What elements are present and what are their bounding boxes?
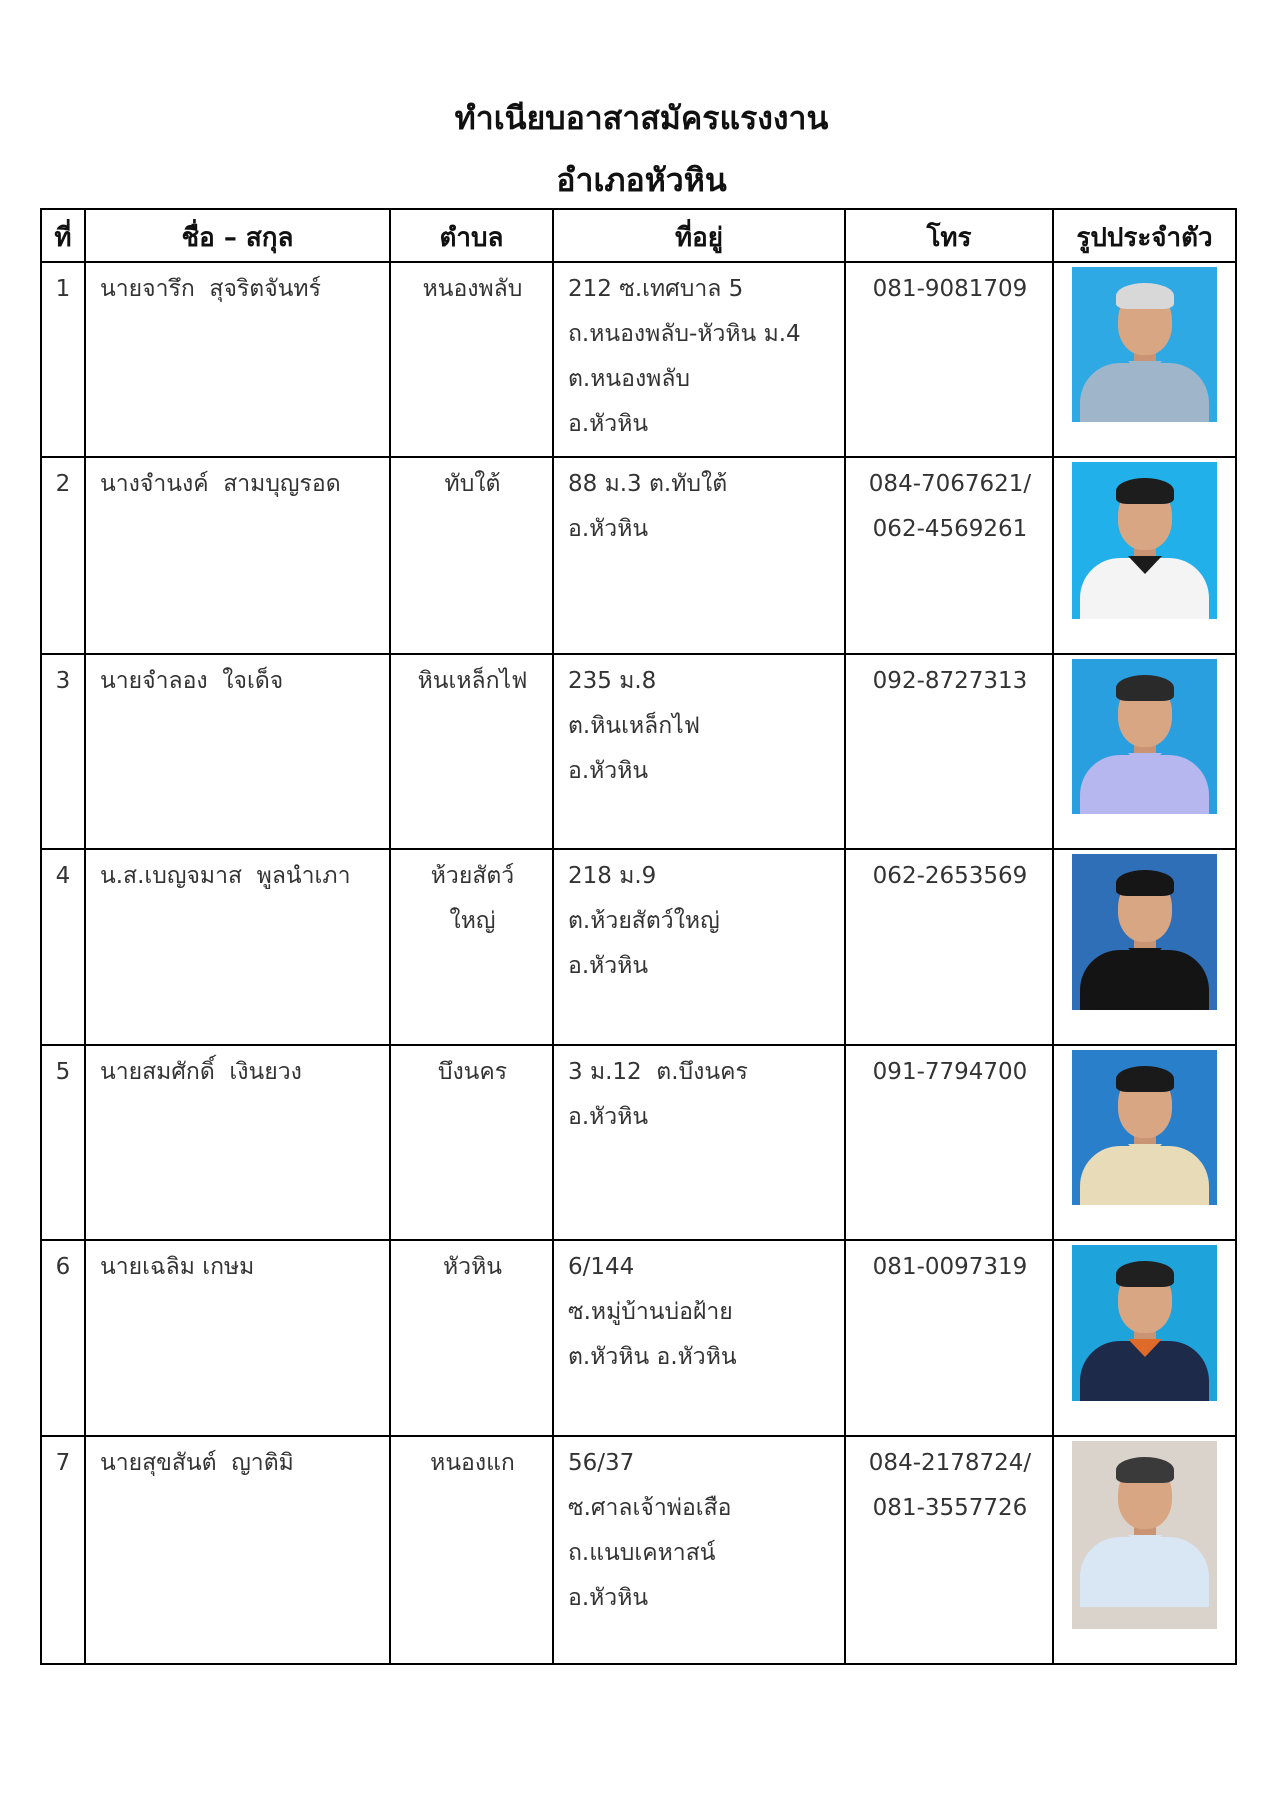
portrait-hair: [1116, 1066, 1174, 1092]
portrait-hair: [1116, 675, 1174, 701]
row-number: 5: [41, 1045, 85, 1240]
cell-line: ต.ห้วยสัตว์ใหญ่: [568, 908, 720, 934]
phone-cell: [845, 849, 1053, 1045]
row-number: 3: [41, 654, 85, 849]
cell-line: 091-7794700: [872, 1059, 1028, 1085]
cell-line: อ.หัวหิน: [568, 1104, 649, 1130]
cell-line: อ.หัวหิน: [568, 411, 649, 437]
table-row: [41, 1240, 1236, 1436]
cell-line: อ.หัวหิน: [568, 516, 649, 542]
cell-line: 092-8727313: [872, 668, 1028, 694]
cell-line: 081-3557726: [872, 1495, 1028, 1521]
tambon-cell: [390, 654, 553, 849]
cell-line: บึงนคร: [437, 1059, 508, 1085]
cell-line: หนองพลับ: [422, 276, 523, 302]
row-number: 4: [41, 849, 85, 1045]
portrait-hair: [1116, 1457, 1174, 1483]
address-cell: [553, 262, 845, 457]
volunteer-photo: [1072, 659, 1217, 814]
portrait-hair: [1116, 283, 1174, 309]
column-header-photo: รูปประจำตัว: [1053, 209, 1236, 262]
document-subtitle: อำเภอหัวหิน: [556, 161, 727, 199]
phone-cell: [845, 1045, 1053, 1240]
cell-line: 081-9081709: [872, 276, 1028, 302]
cell-line: หนองแก: [430, 1450, 515, 1476]
column-header-tambon: ตำบล: [390, 209, 553, 262]
cell-line: ถ.แนบเคหาสน์: [568, 1540, 716, 1566]
cell-line: 084-7067621/: [868, 471, 1032, 497]
tambon-cell: [390, 849, 553, 1045]
table-row: [41, 654, 1236, 849]
volunteer-name: นายสมศักดิ์ เงินยวง: [85, 1045, 390, 1240]
cell-line: 56/37: [568, 1450, 635, 1476]
cell-line: อ.หัวหิน: [568, 1585, 649, 1611]
volunteer-name: นายเฉลิม เกษม: [85, 1240, 390, 1436]
cell-line: ใหญ่: [449, 908, 496, 934]
table-header-row: [41, 209, 1236, 262]
column-header-phone: โทร: [845, 209, 1053, 262]
cell-line: ต.หัวหิน อ.หัวหิน: [568, 1344, 737, 1370]
tambon-cell: [390, 1045, 553, 1240]
table-row: [41, 1436, 1236, 1664]
volunteer-photo: [1072, 462, 1217, 619]
table-row: [41, 1045, 1236, 1240]
table-row: [41, 849, 1236, 1045]
volunteer-photo: [1072, 267, 1217, 422]
table-row: [41, 457, 1236, 654]
photo-cell: [1053, 1436, 1236, 1664]
volunteer-name: นายสุขสันต์ ญาติมิ: [85, 1436, 390, 1664]
phone-cell: [845, 1240, 1053, 1436]
cell-line: 6/144: [568, 1254, 635, 1280]
column-header-address: ที่อยู่: [553, 209, 845, 262]
address-cell: [553, 1045, 845, 1240]
row-number: 1: [41, 262, 85, 457]
volunteer-photo: [1072, 1245, 1217, 1401]
address-cell: [553, 849, 845, 1045]
volunteer-photo: [1072, 1441, 1217, 1629]
column-header-number: ที่: [41, 209, 85, 262]
phone-cell: [845, 1436, 1053, 1664]
cell-line: 081-0097319: [872, 1254, 1028, 1280]
portrait-hair: [1116, 870, 1174, 896]
cell-line: 218 ม.9: [568, 863, 657, 889]
cell-line: 062-4569261: [872, 516, 1028, 542]
cell-line: ต.หนองพลับ: [568, 366, 691, 392]
cell-line: 235 ม.8: [568, 668, 657, 694]
row-number: 2: [41, 457, 85, 654]
tambon-cell: [390, 1436, 553, 1664]
portrait-hair: [1116, 478, 1174, 504]
cell-line: 062-2653569: [872, 863, 1028, 889]
cell-line: หินเหล็กไฟ: [417, 668, 528, 694]
volunteer-name: นายจำลอง ใจเด็จ: [85, 654, 390, 849]
address-cell: [553, 1240, 845, 1436]
phone-cell: [845, 654, 1053, 849]
table-row: [41, 262, 1236, 457]
photo-cell: [1053, 1240, 1236, 1436]
volunteer-photo: [1072, 1050, 1217, 1205]
address-cell: [553, 654, 845, 849]
tambon-cell: [390, 262, 553, 457]
photo-cell: [1053, 849, 1236, 1045]
tambon-cell: [390, 457, 553, 654]
cell-line: 084-2178724/: [868, 1450, 1032, 1476]
cell-line: ทับใต้: [444, 471, 501, 497]
tambon-cell: [390, 1240, 553, 1436]
cell-line: ซ.ศาลเจ้าพ่อเสือ: [568, 1495, 732, 1521]
photo-cell: [1053, 457, 1236, 654]
volunteer-name: นางจำนงค์ สามบุญรอด: [85, 457, 390, 654]
photo-cell: [1053, 1045, 1236, 1240]
photo-cell: [1053, 654, 1236, 849]
volunteer-name: นายจารึก สุจริตจันทร์: [85, 262, 390, 457]
address-cell: [553, 1436, 845, 1664]
portrait-hair: [1116, 1261, 1174, 1287]
row-number: 6: [41, 1240, 85, 1436]
volunteer-directory-table: [40, 208, 1237, 1665]
cell-line: 212 ซ.เทศบาล 5: [568, 276, 744, 302]
cell-line: 3 ม.12 ต.บึงนคร: [568, 1059, 748, 1085]
column-header-name: ชื่อ – สกุล: [85, 209, 390, 262]
cell-line: ห้วยสัตว์: [430, 863, 515, 889]
phone-cell: [845, 457, 1053, 654]
address-cell: [553, 457, 845, 654]
cell-line: ซ.หมู่บ้านบ่อฝ้าย: [568, 1299, 733, 1325]
cell-line: อ.หัวหิน: [568, 953, 649, 979]
volunteer-photo: [1072, 854, 1217, 1010]
cell-line: 88 ม.3 ต.ทับใต้: [568, 471, 728, 497]
row-number: 7: [41, 1436, 85, 1664]
phone-cell: [845, 262, 1053, 457]
document-title: ทำเนียบอาสาสมัครแรงงาน: [454, 99, 829, 137]
volunteer-name: น.ส.เบญจมาส พูลนำเภา: [85, 849, 390, 1045]
cell-line: ต.หินเหล็กไฟ: [568, 713, 701, 739]
cell-line: หัวหิน: [443, 1254, 502, 1280]
photo-cell: [1053, 262, 1236, 457]
cell-line: อ.หัวหิน: [568, 758, 649, 784]
cell-line: ถ.หนองพลับ-หัวหิน ม.4: [568, 321, 801, 347]
